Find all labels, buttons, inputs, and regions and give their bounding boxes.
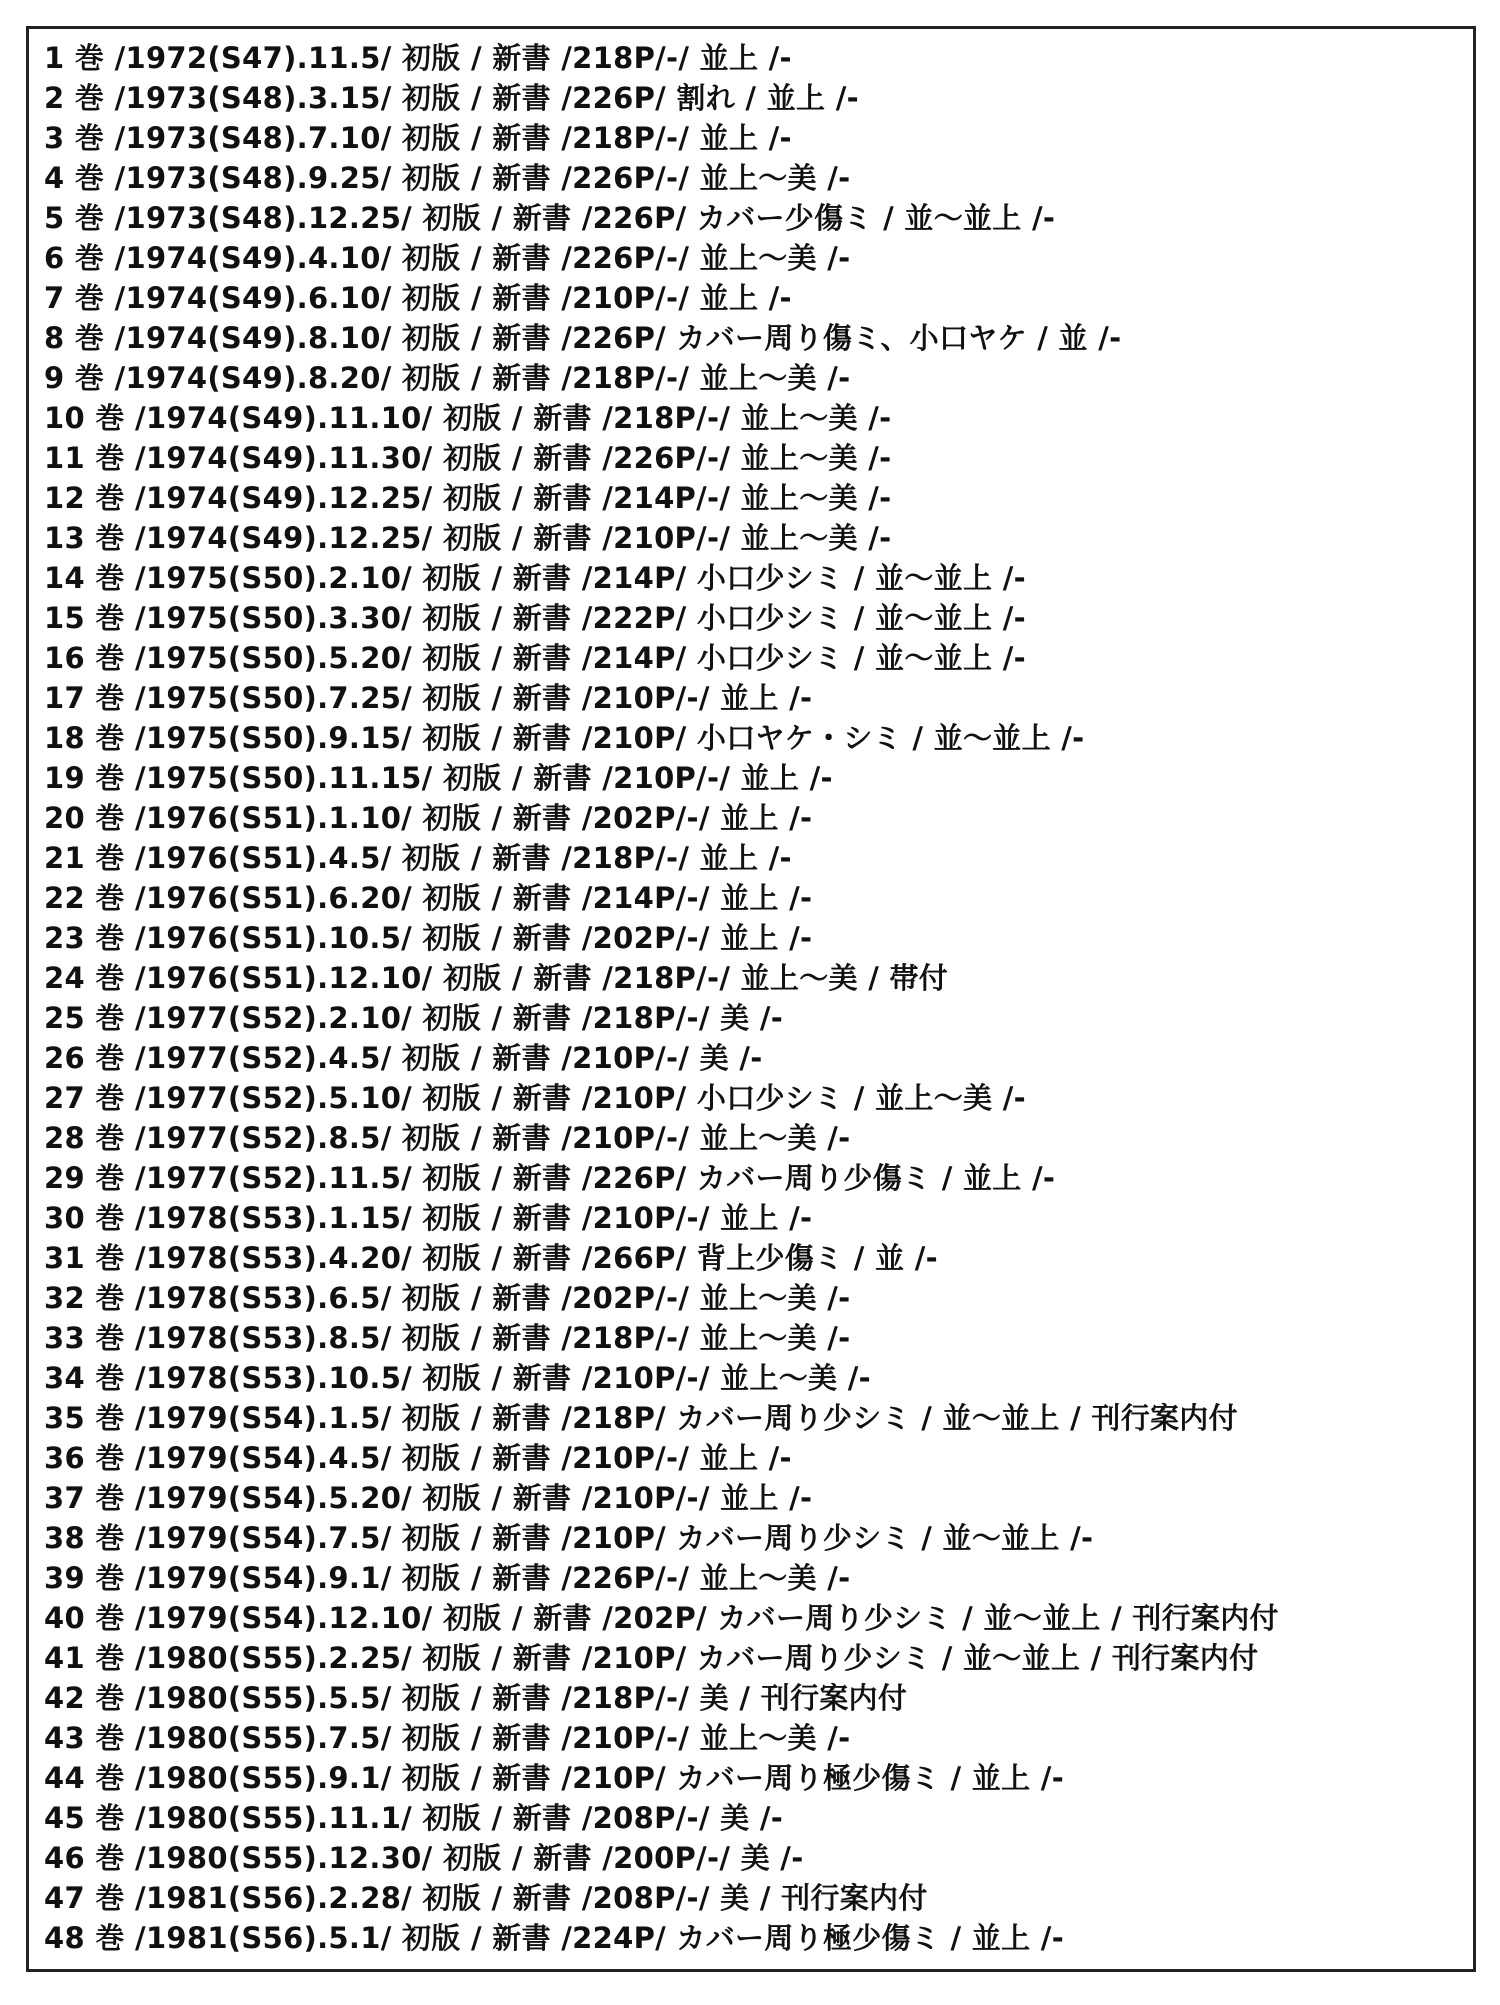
volume-entry: 13 巻 /1974(S49).12.25/ 初版 / 新書 /210P/-/ 並上～美 /- bbox=[44, 521, 892, 555]
volume-entry: 27 巻 /1977(S52).5.10/ 初版 / 新書 /210P/ 小口少シミ / 並上～美 /- bbox=[44, 1081, 1026, 1115]
volume-entry: 36 巻 /1979(S54).4.5/ 初版 / 新書 /210P/-/ 並上 /- bbox=[44, 1441, 792, 1475]
volume-list bbox=[44, 38, 1279, 1958]
volume-entry: 15 巻 /1975(S50).3.30/ 初版 / 新書 /222P/ 小口少シミ / 並～並上 /- bbox=[44, 601, 1026, 635]
volume-entry: 5 巻 /1973(S48).12.25/ 初版 / 新書 /226P/ カバー少傷ミ / 並～並上 /- bbox=[44, 201, 1056, 235]
volume-entry: 8 巻 /1974(S49).8.10/ 初版 / 新書 /226P/ カバー周り傷ミ、小口ヤケ / 並 /- bbox=[44, 321, 1122, 355]
volume-entry: 48 巻 /1981(S56).5.1/ 初版 / 新書 /224P/ カバー周り極少傷ミ / 並上 /- bbox=[44, 1921, 1065, 1955]
volume-entry: 10 巻 /1974(S49).11.10/ 初版 / 新書 /218P/-/ 並上～美 /- bbox=[44, 401, 892, 435]
volume-entry: 46 巻 /1980(S55).12.30/ 初版 / 新書 /200P/-/ 美 /- bbox=[44, 1841, 804, 1875]
volume-entry: 4 巻 /1973(S48).9.25/ 初版 / 新書 /226P/-/ 並上～美 /- bbox=[44, 161, 851, 195]
volume-entry: 7 巻 /1974(S49).6.10/ 初版 / 新書 /210P/-/ 並上 /- bbox=[44, 281, 792, 315]
volume-entry: 3 巻 /1973(S48).7.10/ 初版 / 新書 /218P/-/ 並上 /- bbox=[44, 121, 792, 155]
volume-entry: 30 巻 /1978(S53).1.15/ 初版 / 新書 /210P/-/ 並上 /- bbox=[44, 1201, 813, 1235]
volume-entry: 9 巻 /1974(S49).8.20/ 初版 / 新書 /218P/-/ 並上～美 /- bbox=[44, 361, 851, 395]
volume-entry: 35 巻 /1979(S54).1.5/ 初版 / 新書 /218P/ カバー周り少シミ / 並～並上 / 刊行案内付 bbox=[44, 1401, 1238, 1435]
volume-entry: 12 巻 /1974(S49).12.25/ 初版 / 新書 /214P/-/ 並上～美 /- bbox=[44, 481, 892, 515]
volume-entry: 25 巻 /1977(S52).2.10/ 初版 / 新書 /218P/-/ 美 /- bbox=[44, 1001, 784, 1035]
volume-entry: 17 巻 /1975(S50).7.25/ 初版 / 新書 /210P/-/ 並上 /- bbox=[44, 681, 813, 715]
volume-entry: 1 巻 /1972(S47).11.5/ 初版 / 新書 /218P/-/ 並上 /- bbox=[44, 41, 792, 75]
volume-entry: 33 巻 /1978(S53).8.5/ 初版 / 新書 /218P/-/ 並上～美 /- bbox=[44, 1321, 851, 1355]
volume-entry: 6 巻 /1974(S49).4.10/ 初版 / 新書 /226P/-/ 並上～美 /- bbox=[44, 241, 851, 275]
volume-entry: 38 巻 /1979(S54).7.5/ 初版 / 新書 /210P/ カバー周り少シミ / 並～並上 /- bbox=[44, 1521, 1094, 1555]
volume-entry: 31 巻 /1978(S53).4.20/ 初版 / 新書 /266P/ 背上少傷ミ / 並 /- bbox=[44, 1241, 939, 1275]
volume-entry: 32 巻 /1978(S53).6.5/ 初版 / 新書 /202P/-/ 並上～美 /- bbox=[44, 1281, 851, 1315]
volume-entry: 16 巻 /1975(S50).5.20/ 初版 / 新書 /214P/ 小口少シミ / 並～並上 /- bbox=[44, 641, 1026, 675]
volume-entry: 21 巻 /1976(S51).4.5/ 初版 / 新書 /218P/-/ 並上 /- bbox=[44, 841, 792, 875]
volume-entry: 18 巻 /1975(S50).9.15/ 初版 / 新書 /210P/ 小口ヤケ・シミ / 並～並上 /- bbox=[44, 721, 1085, 755]
volume-entry: 22 巻 /1976(S51).6.20/ 初版 / 新書 /214P/-/ 並上 /- bbox=[44, 881, 813, 915]
volume-entry: 14 巻 /1975(S50).2.10/ 初版 / 新書 /214P/ 小口少シミ / 並～並上 /- bbox=[44, 561, 1026, 595]
volume-entry: 20 巻 /1976(S51).1.10/ 初版 / 新書 /202P/-/ 並上 /- bbox=[44, 801, 813, 835]
volume-entry: 47 巻 /1981(S56).2.28/ 初版 / 新書 /208P/-/ 美 / 刊行案内付 bbox=[44, 1881, 928, 1915]
volume-entry: 24 巻 /1976(S51).12.10/ 初版 / 新書 /218P/-/ 並上～美 / 帯付 bbox=[44, 961, 949, 995]
volume-entry: 34 巻 /1978(S53).10.5/ 初版 / 新書 /210P/-/ 並上～美 /- bbox=[44, 1361, 871, 1395]
volume-entry: 29 巻 /1977(S52).11.5/ 初版 / 新書 /226P/ カバー周り少傷ミ / 並上 /- bbox=[44, 1161, 1056, 1195]
volume-entry: 44 巻 /1980(S55).9.1/ 初版 / 新書 /210P/ カバー周り極少傷ミ / 並上 /- bbox=[44, 1761, 1065, 1795]
volume-entry: 23 巻 /1976(S51).10.5/ 初版 / 新書 /202P/-/ 並上 /- bbox=[44, 921, 813, 955]
volume-entry: 37 巻 /1979(S54).5.20/ 初版 / 新書 /210P/-/ 並上 /- bbox=[44, 1481, 813, 1515]
volume-entry: 40 巻 /1979(S54).12.10/ 初版 / 新書 /202P/ カバー周り少シミ / 並～並上 / 刊行案内付 bbox=[44, 1601, 1279, 1635]
volume-entry: 26 巻 /1977(S52).4.5/ 初版 / 新書 /210P/-/ 美 /- bbox=[44, 1041, 763, 1075]
volume-entry: 43 巻 /1980(S55).7.5/ 初版 / 新書 /210P/-/ 並上～美 /- bbox=[44, 1721, 851, 1755]
volume-entry: 19 巻 /1975(S50).11.15/ 初版 / 新書 /210P/-/ 並上 /- bbox=[44, 761, 833, 795]
volume-entry: 41 巻 /1980(S55).2.25/ 初版 / 新書 /210P/ カバー周り少シミ / 並～並上 / 刊行案内付 bbox=[44, 1641, 1259, 1675]
volume-entry: 45 巻 /1980(S55).11.1/ 初版 / 新書 /208P/-/ 美 /- bbox=[44, 1801, 784, 1835]
volume-entry: 42 巻 /1980(S55).5.5/ 初版 / 新書 /218P/-/ 美 / 刊行案内付 bbox=[44, 1681, 908, 1715]
volume-entry: 11 巻 /1974(S49).11.30/ 初版 / 新書 /226P/-/ 並上～美 /- bbox=[44, 441, 892, 475]
volume-entry: 28 巻 /1977(S52).8.5/ 初版 / 新書 /210P/-/ 並上～美 /- bbox=[44, 1121, 851, 1155]
volume-entry: 39 巻 /1979(S54).9.1/ 初版 / 新書 /226P/-/ 並上～美 /- bbox=[44, 1561, 851, 1595]
volume-entry: 2 巻 /1973(S48).3.15/ 初版 / 新書 /226P/ 割れ / 並上 /- bbox=[44, 81, 859, 115]
